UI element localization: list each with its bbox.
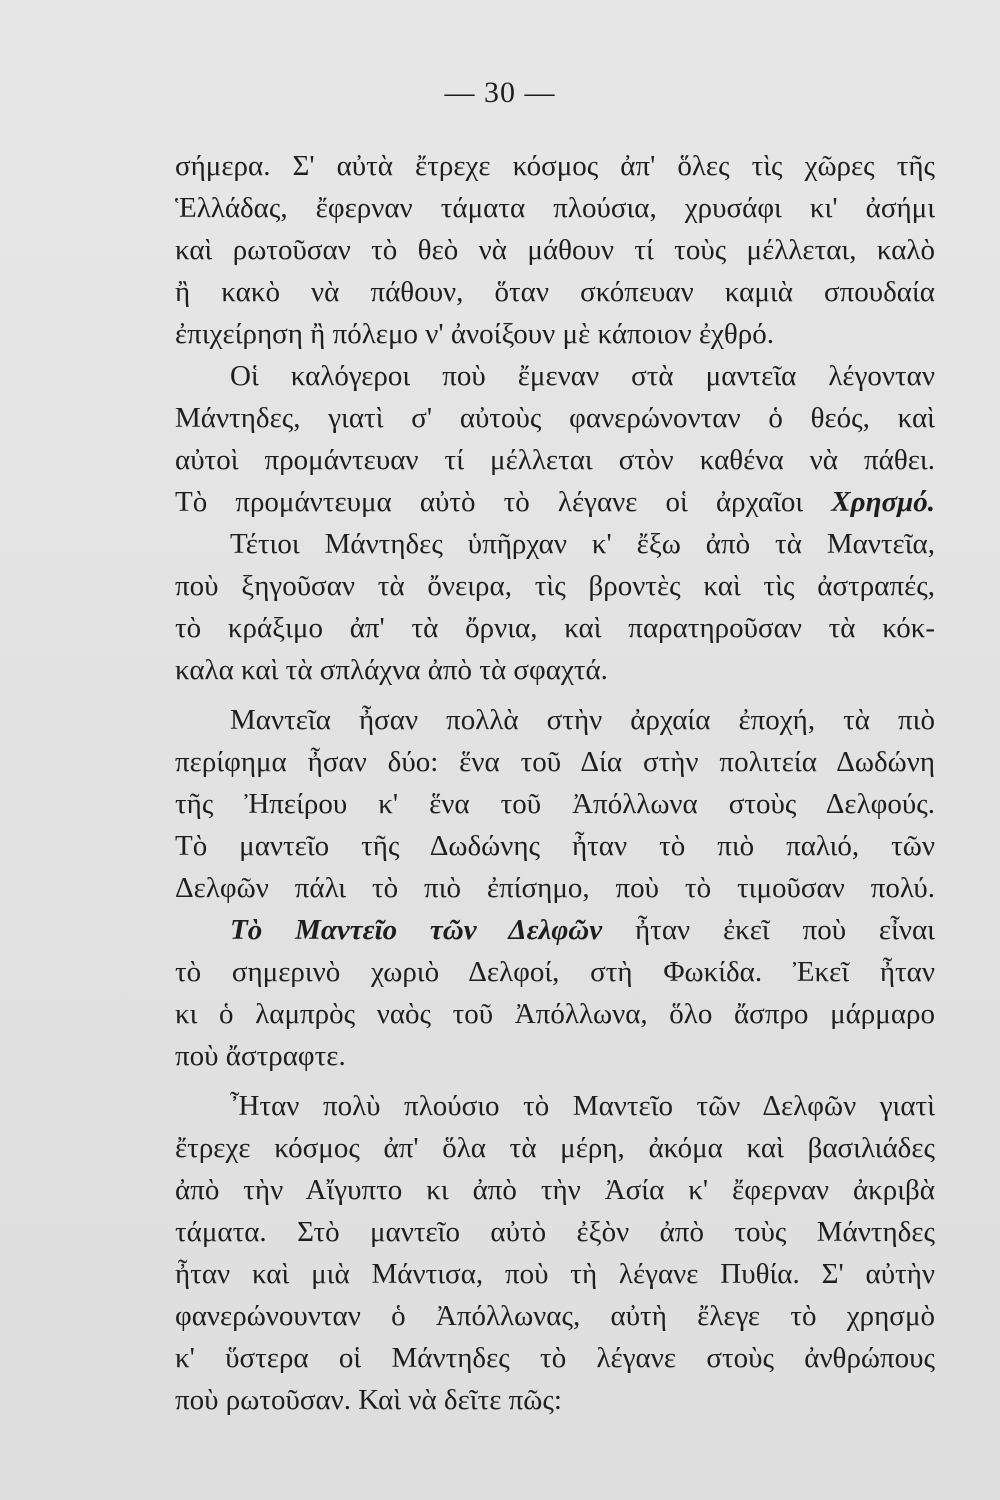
text-line: ἀπὸ τὴν Αἴγυπτο κι ἀπὸ τὴν Ἀσία κ' ἔφερναν ἀκριβὰ (175, 1174, 935, 1206)
text-line (175, 481, 935, 523)
emphasis-term: Τὸ Μαντεῖο τῶν Δελφῶν (230, 914, 603, 946)
text-line: Τέτιοι Μάντηδες ὑπῆρχαν κ' ἔξω ἀπὸ τὰ Μαντεῖα, (230, 528, 935, 560)
text-line: Δελφῶν πάλι τὸ πιὸ ἐπίσημο, ποὺ τὸ τιμοῦσαν πολύ. (175, 872, 935, 904)
text-line: σήμερα. Σ' αὐτὰ ἔτρεχε κόσμος ἀπ' ὅλες τὶς χῶρες τῆς (175, 150, 935, 182)
text-line: τῆς Ἠπείρου κ' ἕνα τοῦ Ἀπόλλωνα στοὺς Δελφούς. (175, 788, 935, 820)
text-line: καὶ ρωτοῦσαν τὸ θεὸ νὰ μάθουν τί τοὺς μέλλεται, καλὸ (175, 234, 935, 266)
body-text (175, 145, 935, 1421)
page-number: — 30 — (444, 76, 556, 109)
text-span: Τὸ προμάντευμα αὐτὸ τὸ λέγανε οἱ ἀρχαῖοι (175, 486, 832, 518)
emphasis-term: Χρησμό. (831, 486, 935, 518)
text-line: Ἑλλάδας, ἔφερναν τάματα πλούσια, χρυσάφι κι' ἀσήμι (175, 192, 935, 224)
text-line: τὸ κράξιμο ἀπ' τὰ ὄρνια, καὶ παρατηροῦσαν τὰ κόκ- (175, 612, 935, 644)
text-line: κ' ὕστερα οἱ Μάντηδες τὸ λέγανε στοὺς ἀνθρώπους (175, 1342, 935, 1374)
text-line: Μαντεῖα ἦσαν πολλὰ στὴν ἀρχαία ἐποχή, τὰ πιὸ (230, 704, 935, 736)
text-line: ποὺ ξηγοῦσαν τὰ ὄνειρα, τὶς βροντὲς καὶ τὶς ἀστραπές, (175, 570, 935, 602)
text-line: τάματα. Στὸ μαντεῖο αὐτὸ ἐξὸν ἀπὸ τοὺς Μάντηδες (175, 1216, 935, 1248)
text-line: ἔτρεχε κόσμος ἀπ' ὅλα τὰ μέρη, ἀκόμα καὶ βασιλιάδες (175, 1132, 935, 1164)
text-line: φανερώνουνταν ὁ Ἀπόλλωνας, αὐτὴ ἔλεγε τὸ χρησμὸ (175, 1300, 935, 1332)
text-line: Ἦταν πολὺ πλούσιο τὸ Μαντεῖο τῶν Δελφῶν γιατὶ (230, 1090, 935, 1122)
text-line (175, 909, 935, 951)
text-line: Μάντηδες, γιατὶ σ' αὐτοὺς φανερώνονταν ὁ θεός, καὶ (175, 402, 935, 434)
text-line: ἐπιχείρηση ἢ πόλεμο ν' ἀνοίξουν μὲ κάποιον ἐχθρό. (175, 318, 775, 350)
text-line: ποὺ ἄστραφτε. (175, 1040, 346, 1072)
text-line: περίφημα ἦσαν δύο: ἕνα τοῦ Δία στὴν πολιτεία Δωδώνη (175, 746, 935, 778)
text-line: ἦταν καὶ μιὰ Μάντισα, ποὺ τὴ λέγανε Πυθία. Σ' αὐτὴν (175, 1258, 935, 1290)
text-line: τὸ σημερινὸ χωριὸ Δελφοί, στὴ Φωκίδα. Ἐκεῖ ἦταν (175, 956, 935, 988)
text-line: ποὺ ρωτοῦσαν. Καὶ νὰ δεῖτε πῶς: (175, 1384, 562, 1416)
text-span: ἦταν ἐκεῖ ποὺ εἶναι (602, 914, 935, 946)
text-line: αὐτοὶ προμάντευαν τί μέλλεται στὸν καθένα νὰ πάθει. (175, 444, 935, 476)
text-line: ἢ κακὸ νὰ πάθουν, ὅταν σκόπευαν καμιὰ σπουδαία (175, 276, 935, 308)
text-line: κι ὁ λαμπρὸς ναὸς τοῦ Ἀπόλλωνα, ὅλο ἄσπρο μάρμαρο (175, 998, 935, 1030)
text-line: καλα καὶ τὰ σπλάχνα ἀπὸ τὰ σφαχτά. (175, 654, 608, 686)
text-line: Οἱ καλόγεροι ποὺ ἔμεναν στὰ μαντεῖα λέγονταν (230, 360, 935, 392)
text-line: Τὸ μαντεῖο τῆς Δωδώνης ἦταν τὸ πιὸ παλιό, τῶν (175, 830, 935, 862)
